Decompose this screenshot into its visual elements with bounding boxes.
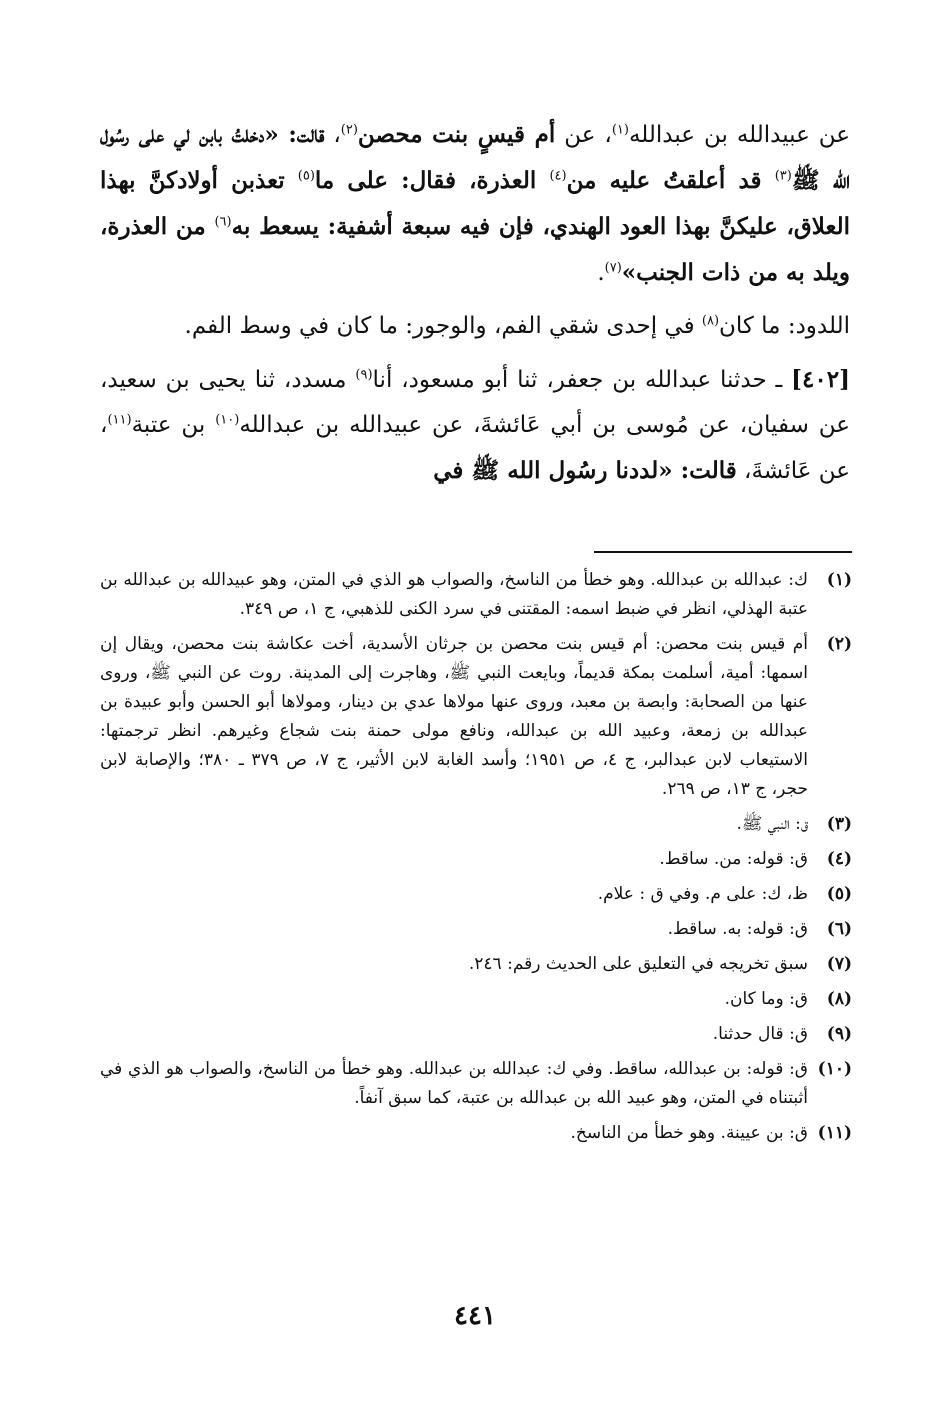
footnote-number: (٥)	[826, 884, 852, 904]
bold-text: من العذرة، ويلد به من ذات الجنب»	[100, 213, 850, 286]
bold-text: أم قيسٍ بنت محصن	[357, 121, 556, 148]
footnote-item	[100, 1055, 852, 1113]
footnote-number: (٧)	[826, 954, 852, 974]
footnote-number: (٨)	[826, 989, 852, 1009]
footnote-ref: (٤)	[549, 168, 567, 184]
footnote-item	[100, 630, 852, 804]
footnote-number: (١٠)	[817, 1059, 852, 1079]
bold-text: العذرة، فقال: على ما	[314, 167, 550, 194]
page-number: ٤٤١	[454, 1301, 496, 1331]
footnote-number: (١)	[826, 570, 852, 590]
footnote-ref: (٥)	[297, 168, 315, 184]
text: .	[597, 260, 605, 286]
hadith-paragraph-1	[100, 112, 850, 296]
footnote-text: ك: عبدالله بن عبدالله. وهو خطأ من الناسخ، والصواب هو الذي في المتن، وهو عبيدالله بن عبدالله بن عتبة الهذلي، انظر في ضبط اسمه: المقتنى في سرد الكنى للذهبي، ج ١، ص ٣٤٩.	[100, 570, 808, 619]
footnote-text: ق: قوله: من. ساقط.	[659, 849, 808, 869]
footnote-number: (٢)	[826, 634, 852, 654]
footnote-separator	[594, 551, 852, 553]
footnote-ref: (١١)	[107, 412, 132, 428]
footnote-ref: (٢)	[340, 122, 358, 138]
footnote-text: ق: قوله: به. ساقط.	[667, 919, 808, 939]
text: عن عبيدالله بن عبدالله	[628, 122, 851, 148]
footnote-text: سبق تخريجه في التعليق على الحديث رقم: ٢٤٦.	[468, 954, 808, 974]
bold-text: تعذبن أولادكنَّ بهذا العلاق، عليكنَّ بهذا العود الهندي، فإن فيه سبعة أشفية: يسعط به	[100, 167, 850, 240]
footnote-number: (٩)	[826, 1024, 852, 1044]
footnote-item	[100, 880, 852, 909]
footnote-item	[100, 845, 852, 874]
bold-text: قالت: «دخلتُ بابن لي على رسُول الله ﷺ	[100, 121, 850, 194]
footnote-text: ظ، ك: على م. وفي ق : علام.	[597, 884, 808, 904]
text: ـ حدثنا عبدالله بن جعفر، ثنا أبو مسعود، أنا	[372, 367, 792, 393]
text: ، عن عَائشةَ،	[100, 412, 850, 484]
footnote-ref: (٧)	[604, 260, 622, 276]
definition-paragraph	[100, 304, 850, 349]
footnote-ref: (٩)	[355, 367, 373, 383]
bold-text: قد أعلقتُ عليه من	[566, 167, 775, 194]
text: بن عتبة	[131, 412, 216, 438]
footnote-item	[100, 915, 852, 944]
footnote-ref: (٨)	[701, 313, 720, 329]
footnote-number: (٦)	[826, 919, 852, 939]
text: ،	[324, 122, 341, 148]
footnote-item	[100, 1020, 852, 1049]
hadith-paragraph-2	[100, 357, 850, 494]
footnote-number: (٤)	[826, 849, 852, 869]
footnote-item	[100, 810, 852, 839]
text: اللدود: ما كان	[719, 313, 850, 339]
hadith-number: [٤٠٢]	[791, 366, 850, 393]
footnote-ref: (١)	[611, 122, 629, 138]
main-text	[100, 112, 850, 494]
footnote-ref: (٣)	[774, 168, 792, 184]
text: ، عن	[555, 122, 612, 148]
footnote-item	[100, 985, 852, 1014]
footnote-item	[100, 566, 852, 624]
footnote-text: أم قيس بنت محصن: أم قيس بنت محصن بن جرثان الأسدية، أخت عكاشة بنت محصن، ويقال إن اسمها: أمية، أسلمت بمكة قديماً، وبايعت النبي ﷺ، وهاجرت إلى المدينة. روت عن النبي ﷺ، وروى عنها من الصحابة: وابصة بن معبد، وروى عنها مولاها عدي بن دينار، ومولاها أبو الحسن وأبو عبيدة بن عبدالله بن زمعة، وعبيد الله بن عبدالله، ونافع مولى حمنة بنت شجاع وغيرهم. انظر ترجمتها: الاستيعاب لابن عبدالبر، ج ٤، ص ١٩٥١؛ وأسد الغابة لابن الأثير، ج ٧، ص ٣٧٩ ـ ٣٨٠؛ والإصابة لابن حجر، ج ١٣، ص ٢٦٩.	[100, 634, 808, 799]
footnote-number: (١١)	[817, 1123, 852, 1143]
footnote-item	[100, 1119, 852, 1148]
footnote-text: ق: قوله: بن عبدالله، ساقط. وفي ك: عبدالله بن عبدالله. وهو خطأ من الناسخ، والصواب هو الذي في أثبتناه في المتن، وهو عبيد الله بن عبدالله بن عتبة، كما سبق آنفاً.	[100, 1059, 808, 1108]
footnotes	[100, 566, 852, 1154]
footnote-text: ق: النبي ﷺ.	[736, 814, 808, 834]
bold-text: قالت: «لددنا رسُول الله ﷺ في	[433, 457, 737, 484]
text: في إحدى شقي الفم، والوجور: ما كان في وسط الفم.	[184, 313, 702, 339]
footnote-ref: (١٠)	[215, 412, 240, 428]
footnote-ref: (٦)	[214, 214, 232, 230]
footnote-item	[100, 950, 852, 979]
text: مسدد، ثنا يحيى بن سعيد، عن سفيان، عن مُوسى بن أبي عَائشةَ، عن عبيدالله بن عبدالله	[100, 367, 850, 438]
footnote-number: (٣)	[826, 814, 852, 834]
footnote-text: ق: بن عيينة. وهو خطأ من الناسخ.	[570, 1123, 808, 1143]
footnote-text: ق: وما كان.	[724, 989, 808, 1009]
footnote-text: ق: قال حدثنا.	[712, 1024, 808, 1044]
